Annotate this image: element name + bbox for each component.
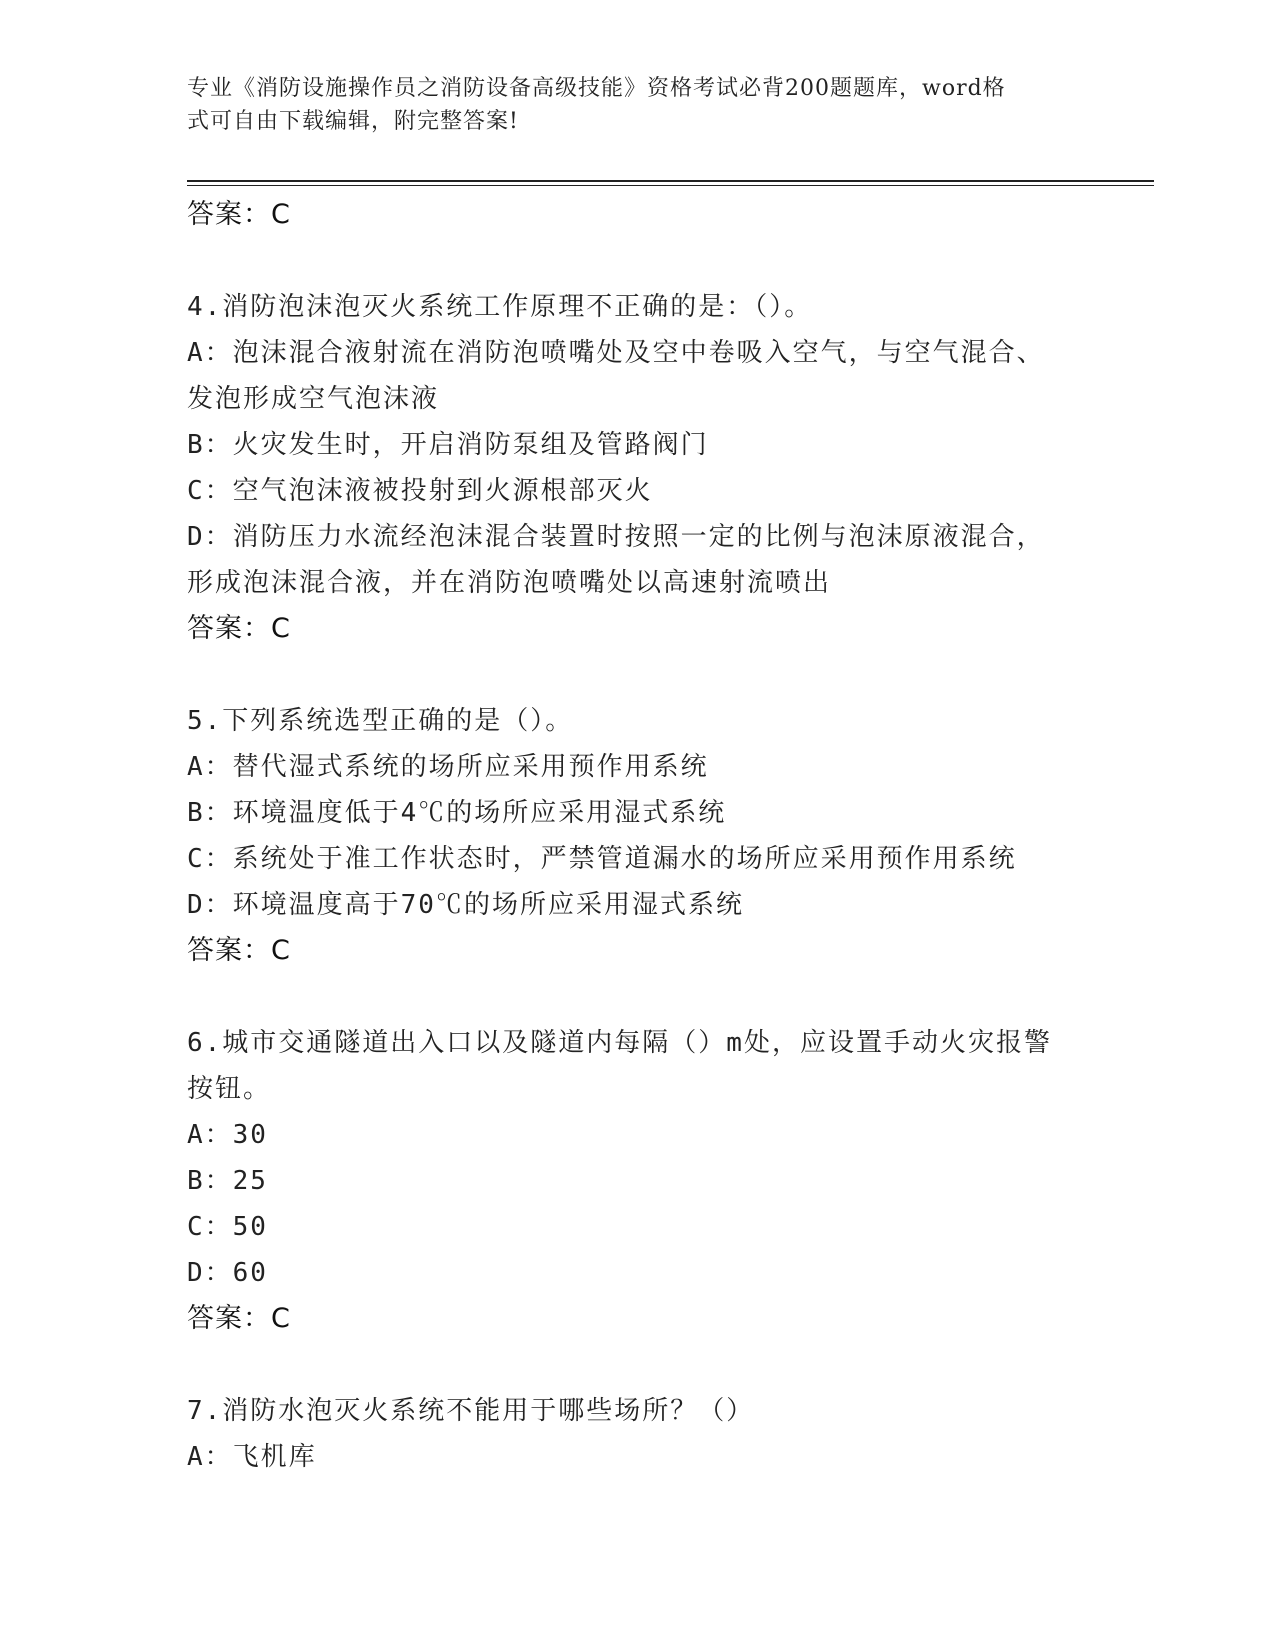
option-d-cont: 形成泡沫混合液，并在消防泡喷嘴处以高速射流喷出: [187, 568, 832, 598]
question-list: [187, 192, 1087, 1480]
option-a: A：30: [187, 1120, 268, 1150]
option-a: A：替代湿式系统的场所应采用预作用系统: [187, 752, 709, 782]
option-d: D：消防压力水流经泡沫混合装置时按照一定的比例与泡沫原液混合，: [187, 522, 1045, 552]
option-b: B：25: [187, 1166, 268, 1196]
spacer: [187, 238, 1087, 284]
spacer: [187, 1342, 1087, 1388]
question-text: 5.下列系统选型正确的是（）。: [187, 706, 574, 736]
question-text: 7.消防水泡灭火系统不能用于哪些场所？（）: [187, 1396, 755, 1426]
page-header: [187, 72, 1087, 138]
answer-6: 答案：C: [187, 1303, 291, 1334]
question-text-cont: 按钮。: [187, 1074, 272, 1104]
option-c: C：50: [187, 1212, 268, 1242]
answer-5: 答案：C: [187, 935, 291, 966]
option-d: D：60: [187, 1258, 268, 1288]
question-text: 4.消防泡沫泡灭火系统工作原理不正确的是：（）。: [187, 292, 813, 322]
header-line-1: 专业《消防设施操作员之消防设备高级技能》资格考试必背200题题库，word格: [187, 76, 1006, 101]
header-divider: [187, 180, 1154, 182]
spacer: [187, 652, 1087, 698]
answer-3: 答案：C: [187, 199, 291, 230]
option-c: C：系统处于准工作状态时，严禁管道漏水的场所应采用预作用系统: [187, 844, 1017, 874]
question-5: [187, 698, 1087, 974]
option-b: B：环境温度低于4℃的场所应采用湿式系统: [187, 798, 727, 828]
option-a: A：泡沫混合液射流在消防泡喷嘴处及空中卷吸入空气，与空气混合、: [187, 338, 1045, 368]
option-d: D：环境温度高于70℃的场所应采用湿式系统: [187, 890, 744, 920]
option-c: C：空气泡沫液被投射到火源根部灭火: [187, 476, 653, 506]
option-b: B：火灾发生时，开启消防泵组及管路阀门: [187, 430, 709, 460]
question-text: 6.城市交通隧道出入口以及隧道内每隔（）m处，应设置手动火灾报警: [187, 1028, 1052, 1058]
option-a-cont: 发泡形成空气泡沫液: [187, 384, 440, 414]
question-4: [187, 284, 1087, 652]
answer-4: 答案：C: [187, 613, 291, 644]
spacer: [187, 974, 1087, 1020]
header-line-2: 式可自由下载编辑，附完整答案!: [187, 109, 519, 134]
question-6: [187, 1020, 1087, 1342]
header-divider-thin: [187, 185, 1154, 186]
option-a: A：飞机库: [187, 1442, 317, 1472]
question-7: [187, 1388, 1087, 1480]
